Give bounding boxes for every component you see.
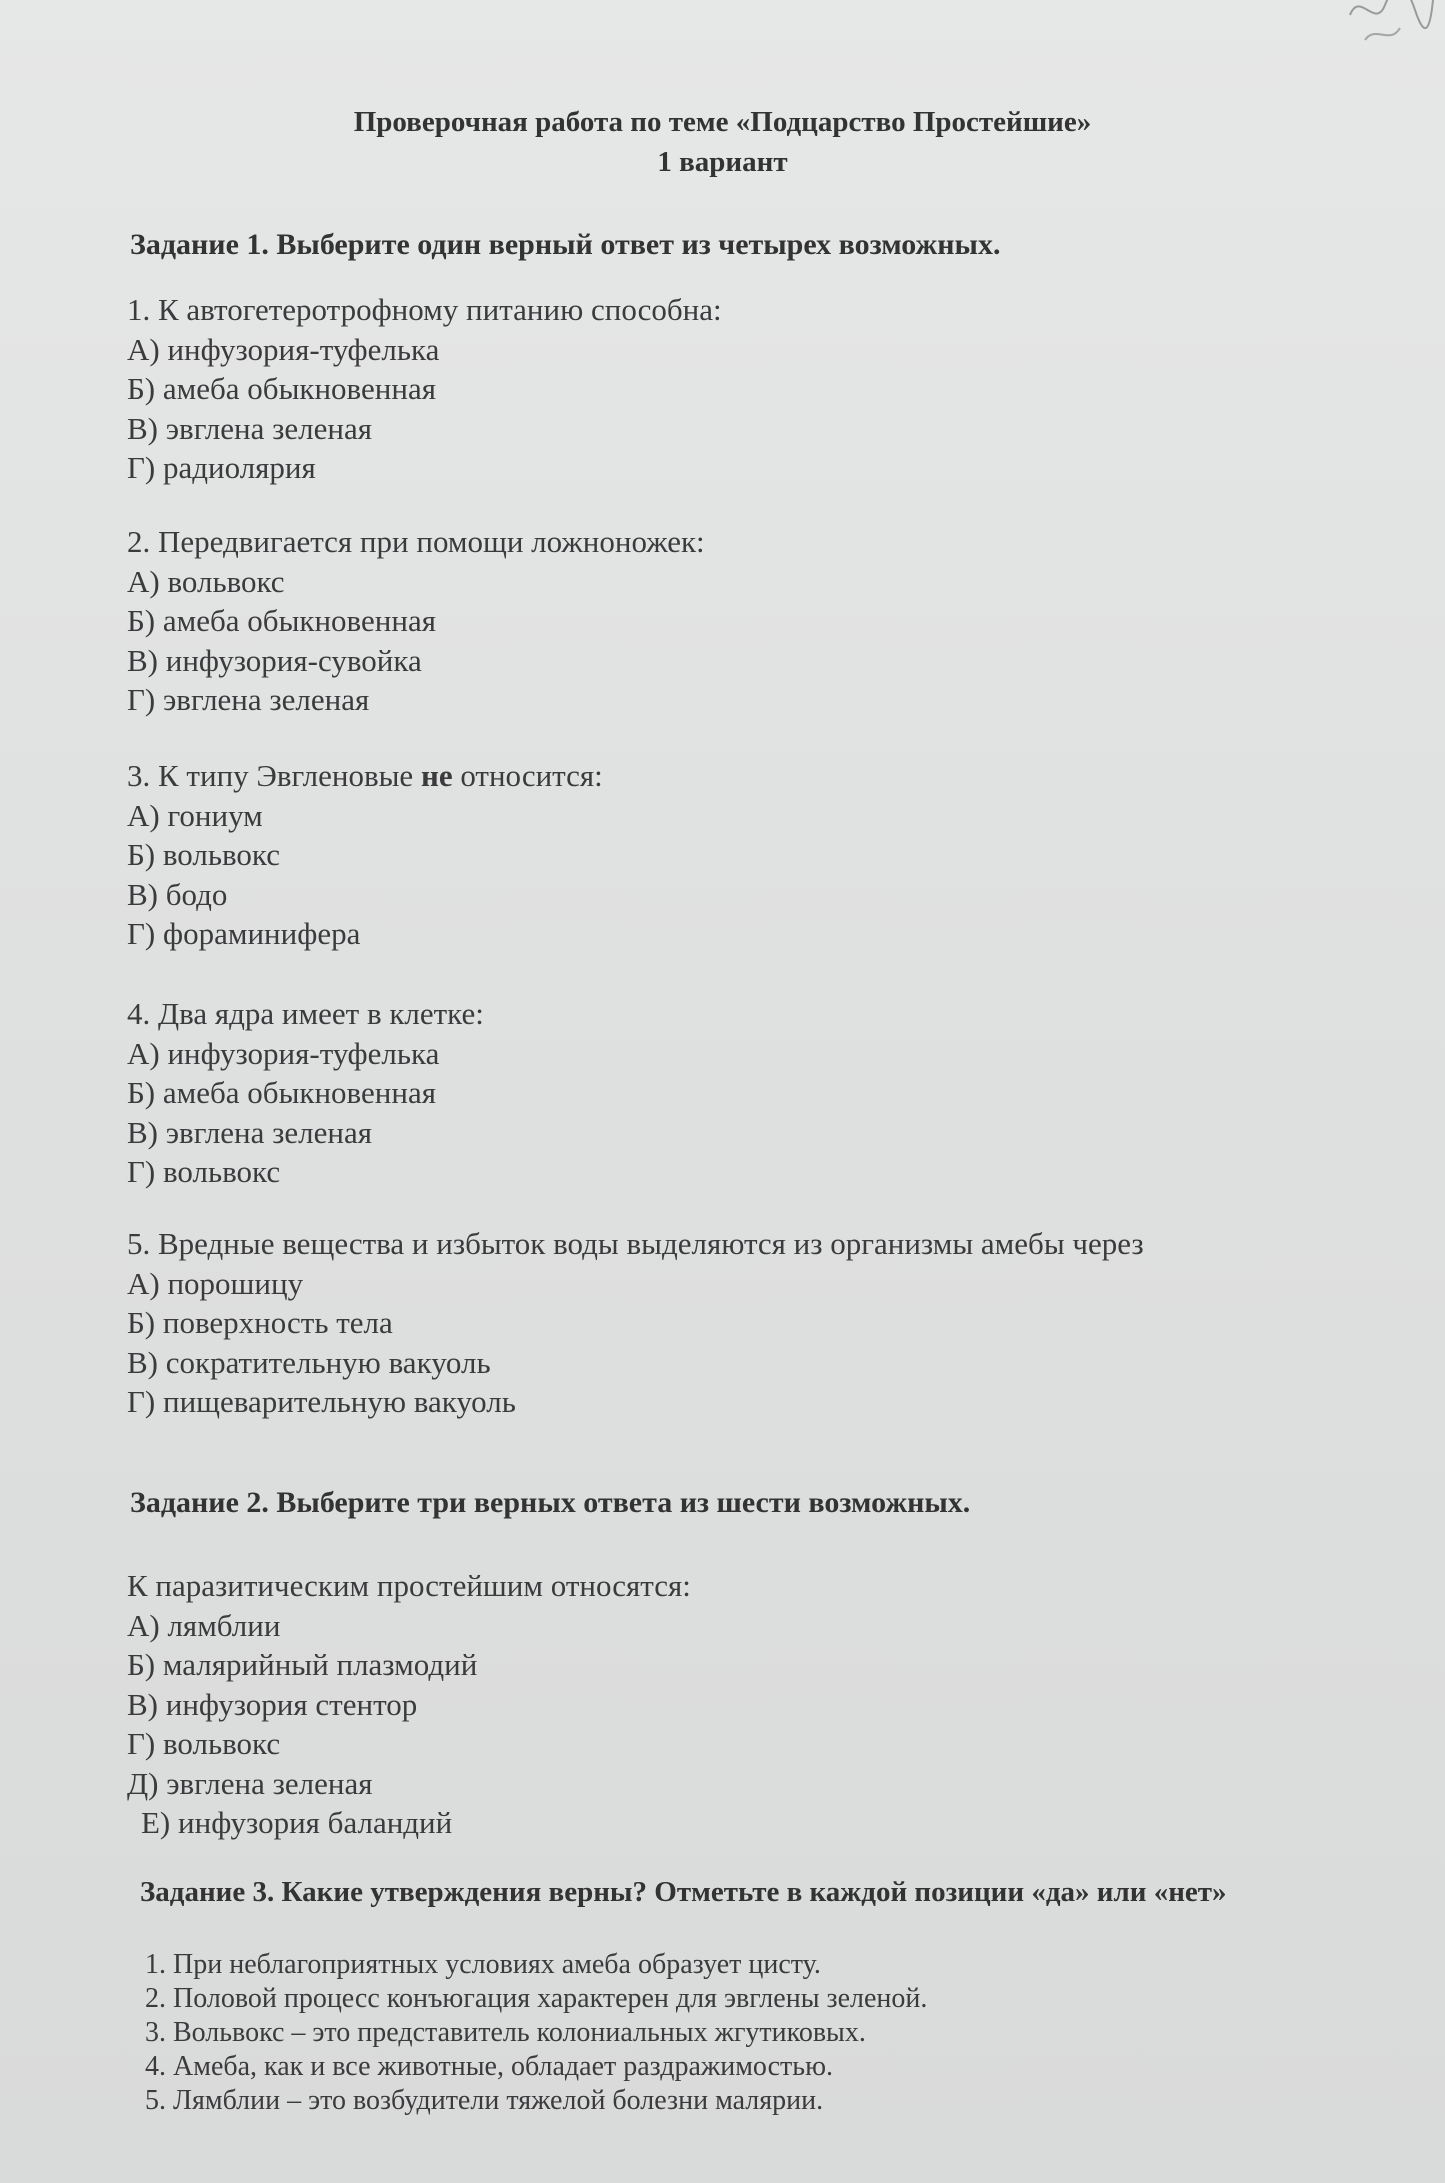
answer-option: Б) вольвокс <box>127 837 280 872</box>
question-3 <box>127 756 603 954</box>
answer-option: Г) эвглена зеленая <box>127 682 370 717</box>
answer-option: В) эвглена зеленая <box>127 1114 373 1150</box>
question-text: 1. К автогетеротрофному питанию способна: <box>127 292 722 327</box>
task1-header: Задание 1. Выберите один верный ответ из четырех возможных. <box>130 228 1001 261</box>
question-text: К паразитическим простейшим относятся: <box>127 1568 691 1603</box>
document-title-block <box>0 102 1445 182</box>
answer-option: Б) поверхность тела <box>127 1305 393 1340</box>
task3-header: Задание 3. Какие утверждения верны? Отметьте в каждой позиции «да» или «нет» <box>140 1876 1227 1908</box>
answer-option: Б) малярийный плазмодий <box>127 1647 478 1682</box>
statement-item: 1. При неблагоприятных условиях амеба образует цисту. <box>145 1949 821 1980</box>
task2-header: Задание 2. Выберите три верных ответа из шести возможных. <box>130 1486 971 1519</box>
answer-option: В) бодо <box>127 876 228 912</box>
question-text-emphasis: не <box>420 758 453 793</box>
answer-option: А) инфузория-туфелька <box>127 331 440 367</box>
answer-option: Б) амеба обыкновенная <box>127 603 436 638</box>
answer-option: Г) радиолярия <box>127 450 316 485</box>
question-text: 5. Вредные вещества и избыток воды выделяются из организмы амебы через <box>127 1226 1144 1261</box>
task2-question <box>127 1566 691 1843</box>
answer-option: Б) амеба обыкновенная <box>127 371 436 406</box>
question-text <box>127 756 603 796</box>
answer-option: В) сократительную вакуоль <box>127 1344 491 1380</box>
answer-option: А) вольвокс <box>127 563 285 599</box>
handwritten-scribble-icon <box>1345 0 1435 50</box>
question-2 <box>127 522 705 720</box>
document-title: Проверочная работа по теме «Подцарство Простейшие» <box>353 106 1092 138</box>
answer-option: В) инфузория стентор <box>127 1686 418 1722</box>
question-text-end: относится: <box>452 758 603 793</box>
statement-item: 4. Амеба, как и все животные, обладает раздражимостью. <box>145 2051 833 2082</box>
answer-option: Г) вольвокс <box>127 1154 281 1189</box>
answer-option: Г) пищеварительную вакуоль <box>127 1384 516 1419</box>
statement-item: 5. Лямблии – это возбудители тяжелой болезни малярии. <box>145 2085 824 2116</box>
answer-option: А) лямблии <box>127 1607 281 1643</box>
answer-option: А) инфузория-туфелька <box>127 1035 440 1071</box>
answer-option: Г) вольвокс <box>127 1726 281 1761</box>
question-text-start: 3. К типу Эвгленовые <box>127 758 421 793</box>
answer-option: Г) фораминифера <box>127 916 361 951</box>
answer-option: А) гониум <box>127 797 263 833</box>
task3-statements <box>145 1948 927 2118</box>
statement-item: 3. Вольвокс – это представитель колониальных жгутиковых. <box>145 2017 866 2048</box>
question-1 <box>127 290 722 488</box>
question-text: 2. Передвигается при помощи ложноножек: <box>127 524 705 559</box>
answer-option: Е) инфузория баландий <box>141 1805 453 1840</box>
answer-option: Б) амеба обыкновенная <box>127 1075 436 1110</box>
question-5 <box>127 1224 1144 1422</box>
question-text: 4. Два ядра имеет в клетке: <box>127 996 484 1031</box>
question-4 <box>127 994 484 1192</box>
answer-option: В) инфузория-сувойка <box>127 642 422 678</box>
answer-option: Д) эвглена зеленая <box>127 1765 373 1801</box>
answer-option: В) эвглена зеленая <box>127 410 373 446</box>
statement-item: 2. Половой процесс конъюгация характерен для эвглены зеленой. <box>145 1983 928 2014</box>
answer-option: А) порошицу <box>127 1265 304 1301</box>
document-variant: 1 вариант <box>657 146 788 178</box>
